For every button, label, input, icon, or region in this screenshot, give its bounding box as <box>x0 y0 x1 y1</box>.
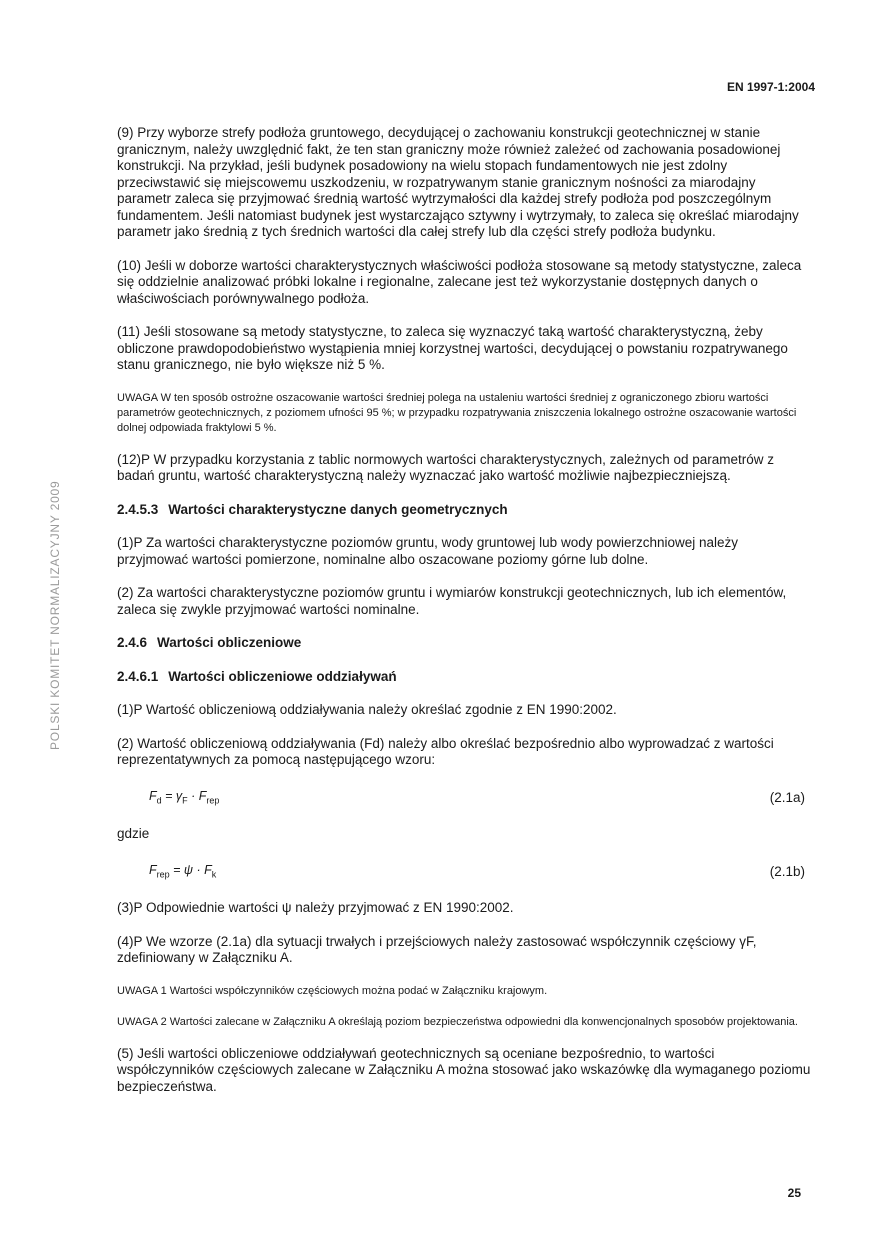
paragraph-1p-design: (1)P Wartość obliczeniową oddziaływania należy określać zgodnie z EN 1990:2002. <box>117 702 617 717</box>
heading-number: 2.4.6.1 <box>117 668 159 684</box>
paragraph-2-geometric: (2) Za wartości charakterystyczne poziomów gruntu i wymiarów konstrukcji geotechnicznych, lub ich elementów, zaleca się zwykle przyjmować wartości nominalne. <box>117 585 787 617</box>
paragraph-2-design: (2) Wartość obliczeniową oddziaływania (Fd) należy albo określać bezpośrednio albo wyprowadzać z wartości reprezentatywnych za pomocą następującego wzoru: <box>117 735 774 767</box>
paragraph-11: (11) Jeśli stosowane są metody statystyczne, to zaleca się wyznaczyć taką wartość charakterystyczną, żeby obliczone prawdopodobieństwo wystąpienia mniej korzystnej wartości, decydującej o powstaniu rozpatrywanego stanu granicznego, nie było większe niż 5 %. <box>117 324 788 372</box>
heading-2-4-6-1 <box>117 669 813 686</box>
side-stamp: POLSKI KOMITET NORMALIZACYJNY 2009 <box>48 480 62 750</box>
paragraph-4p: (4)P We wzorze (2.1a) dla sytuacji trwałych i przejściowych należy zastosować współczynnik częściowy γF, zdefiniowany w Załączniku A. <box>117 933 757 965</box>
note-uwaga-2: UWAGA 2 Wartości zalecane w Załączniku A określają poziom bezpieczeństwa odpowiedni dla konwencjonalnych sposobów projektowania. <box>117 1015 798 1028</box>
equation-number: (2.1b) <box>769 864 805 879</box>
formula-2-1b <box>117 860 813 882</box>
heading-number: 2.4.6 <box>117 635 148 650</box>
formula-expression: $F_d = \gamma_F \cdot F_{rep}$ <box>149 788 220 805</box>
paragraph-3p: (3)P Odpowiednie wartości ψ należy przyjmować z EN 1990:2002. <box>117 900 514 915</box>
gdzie-label: gdzie <box>117 825 150 841</box>
heading-2-4-6 <box>117 635 813 652</box>
heading-title: Wartości obliczeniowe oddziaływań <box>168 668 397 684</box>
note-uwaga: UWAGA W ten sposób ostrożne oszacowanie wartości średniej polega na ustaleniu wartości średniej z ograniczonego zbioru wartości parametrów geotechnicznych, z poziomem ufności 95 %; w przypadku rozpatrywania zniszczenia lokalnego ostrożne oszacowanie wartości dolnej odpowiada fraktylowi 5 %. <box>117 391 797 434</box>
paragraph-5: (5) Jeśli wartości obliczeniowe oddziaływań geotechnicznych są oceniane bezpośrednio, to wartości współczynników częściowych zalecane w Załączniku A można stosować jako wskazówkę dla wymaganego poziomu bezpieczeństwa. <box>117 1045 811 1094</box>
document-id: EN 1997-1:2004 <box>726 80 815 94</box>
formula-expression: $F_{rep} = \psi \cdot F_k$ <box>149 863 217 880</box>
paragraph-1p-geometric: (1)P Za wartości charakterystyczne poziomów gruntu, wody gruntowej lub wody powierzchniowej należy przyjmować wartości pomierzone, nominalne albo oszacowane poziomy górne lub dolne. <box>117 535 739 567</box>
paragraph-10: (10) Jeśli w doborze wartości charakterystycznych właściwości podłoża stosowane są metody statystyczne, zaleca się oddzielnie analizować próbki lokalne i regionalne, zalecane jest też wykorzystanie dostępnych danych o właściwościach porównywalnego podłoża. <box>117 257 802 306</box>
paragraph-12p: (12)P W przypadku korzystania z tablic normowych wartości charakterystycznych, zależnych od parametrów z badań gruntu, wartość charakterystyczną należy wyznaczać jako wartość możliwie najbezpieczniejszą. <box>117 451 774 483</box>
heading-number: 2.4.5.3 <box>117 501 159 517</box>
note-uwaga-1: UWAGA 1 Wartości współczynników częściowych można podać w Załączniku krajowym. <box>117 984 548 997</box>
page-number: 25 <box>787 1186 801 1200</box>
equation-number: (2.1a) <box>769 789 805 805</box>
paragraph-9: (9) Przy wyborze strefy podłoża gruntowego, decydującej o zachowaniu konstrukcji geotechnicznej w stanie granicznym, należy uwzględnić fakt, że ten stan graniczny może również zależeć od zachowania posadowionej konstrukcji. Na przykład, jeśli budynek posadowiony na wielu stopach fundamentowych nie jest zdolny przeciwstawić się miejscowemu uszkodzeniu, w rozpatrywanym stanie granicznym nośności za miarodajny parametr zaleca się przyjmować średnią wartość wytrzymałości dla każdej strefy podłoża pod poszczególnym fundamentem. Jeśli natomiast budynek jest wystarczająco sztywny i wytrzymały, to zaleca się określać miarodajny parametr jako średnią z tych średnich wartości dla całej strefy lub dla części strefy podłoża budynku. <box>117 125 799 239</box>
heading-2-4-5-3 <box>117 502 813 519</box>
formula-2-1a <box>117 786 813 808</box>
page-content <box>117 125 813 1112</box>
heading-title: Wartości charakterystyczne danych geometrycznych <box>168 501 508 517</box>
heading-title: Wartości obliczeniowe <box>157 635 302 650</box>
